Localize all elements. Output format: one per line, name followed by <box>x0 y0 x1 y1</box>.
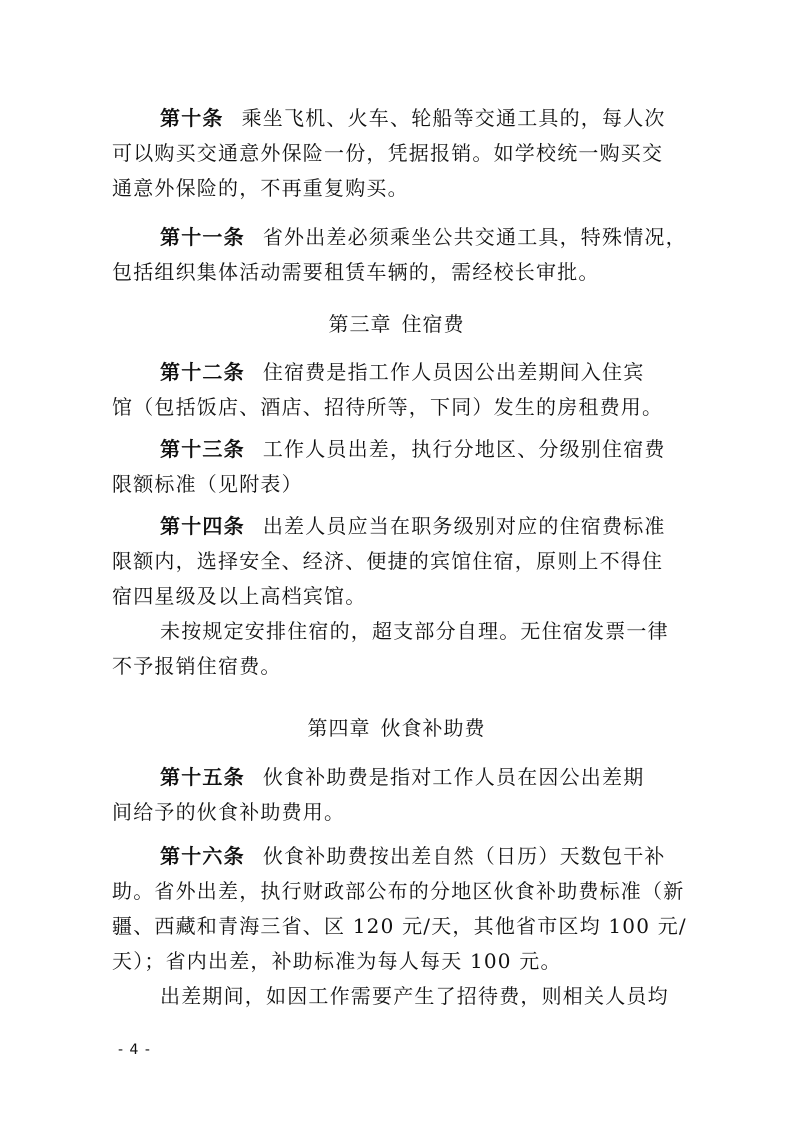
article-text-line: 宿四星级及以上高档宾馆。 <box>112 584 367 608</box>
article-12 <box>112 355 684 425</box>
chapter-heading <box>0 711 793 746</box>
page-number: - 4 - <box>118 1042 151 1058</box>
article-14 <box>112 509 684 684</box>
article-text-line: 出差期间，如因工作需要产生了招待费，则相关人员均 <box>160 984 669 1008</box>
chapter-title: 伙食补助费 <box>380 716 486 740</box>
article-label: 第十一条 <box>160 225 245 249</box>
article-16 <box>112 839 687 1014</box>
article-text-line: 住宿费是指工作人员因公出差期间入住宾 <box>262 360 645 384</box>
chapter-title: 住宿费 <box>401 312 465 336</box>
article-text-line: 包括组织集体活动需要租赁车辆的，需经校长审批。 <box>112 260 600 284</box>
article-label: 第十四条 <box>160 514 245 538</box>
article-label: 第十六条 <box>160 844 245 868</box>
article-13 <box>112 432 684 502</box>
article-text-line: 出差人员应当在职务级别对应的住宿费标准 <box>262 514 666 538</box>
article-11 <box>112 220 687 290</box>
article-label: 第十二条 <box>160 360 245 384</box>
article-text-line: 限额标准（见附表） <box>112 472 303 496</box>
article-10 <box>112 101 684 206</box>
article-text-line: 间给予的伙食补助费用。 <box>112 800 346 824</box>
article-text-line: 乘坐飞机、火车、轮船等交通工具的，每人次 <box>241 106 666 130</box>
article-text-line: 助。省外出差，执行财政部公布的分地区伙食补助费标准（新 <box>112 879 685 903</box>
article-label: 第十三条 <box>160 437 245 461</box>
article-text-line: 伙食补助费是指对工作人员在因公出差期 <box>262 765 645 789</box>
article-text-line: 通意外保险的，不再重复购买。 <box>112 176 409 200</box>
chapter-number: 第四章 <box>307 716 371 740</box>
chapter-heading <box>0 307 793 342</box>
article-text-line: 省外出差必须乘坐公共交通工具，特殊情况， <box>262 225 687 249</box>
article-text-line: 未按规定安排住宿的，超支部分自理。无住宿发票一律 <box>160 619 669 643</box>
article-text-line: 伙食补助费按出差自然（日历）天数包干补 <box>262 844 666 868</box>
article-text-line: 可以购买交通意外保险一份，凭据报销。如学校统一购买交 <box>112 141 664 165</box>
article-text-line: 疆、西藏和青海三省、区 120 元/天，其他省市区均 100 元/ <box>112 914 687 938</box>
article-label: 第十条 <box>160 106 224 130</box>
article-text-line: 不予报销住宿费。 <box>112 654 282 678</box>
article-text-line: 工作人员出差，执行分地区、分级别住宿费 <box>262 437 666 461</box>
article-text-line: 天）；省内出差，补助标准为每人每天 100 元。 <box>112 949 562 973</box>
article-text-line: 馆（包括饭店、酒店、招待所等，下同）发生的房租费用。 <box>112 395 664 419</box>
article-15 <box>112 760 684 830</box>
article-label: 第十五条 <box>160 765 245 789</box>
article-text-line: 限额内，选择安全、经济、便捷的宾馆住宿，原则上不得住 <box>112 549 664 573</box>
chapter-number: 第三章 <box>328 312 392 336</box>
